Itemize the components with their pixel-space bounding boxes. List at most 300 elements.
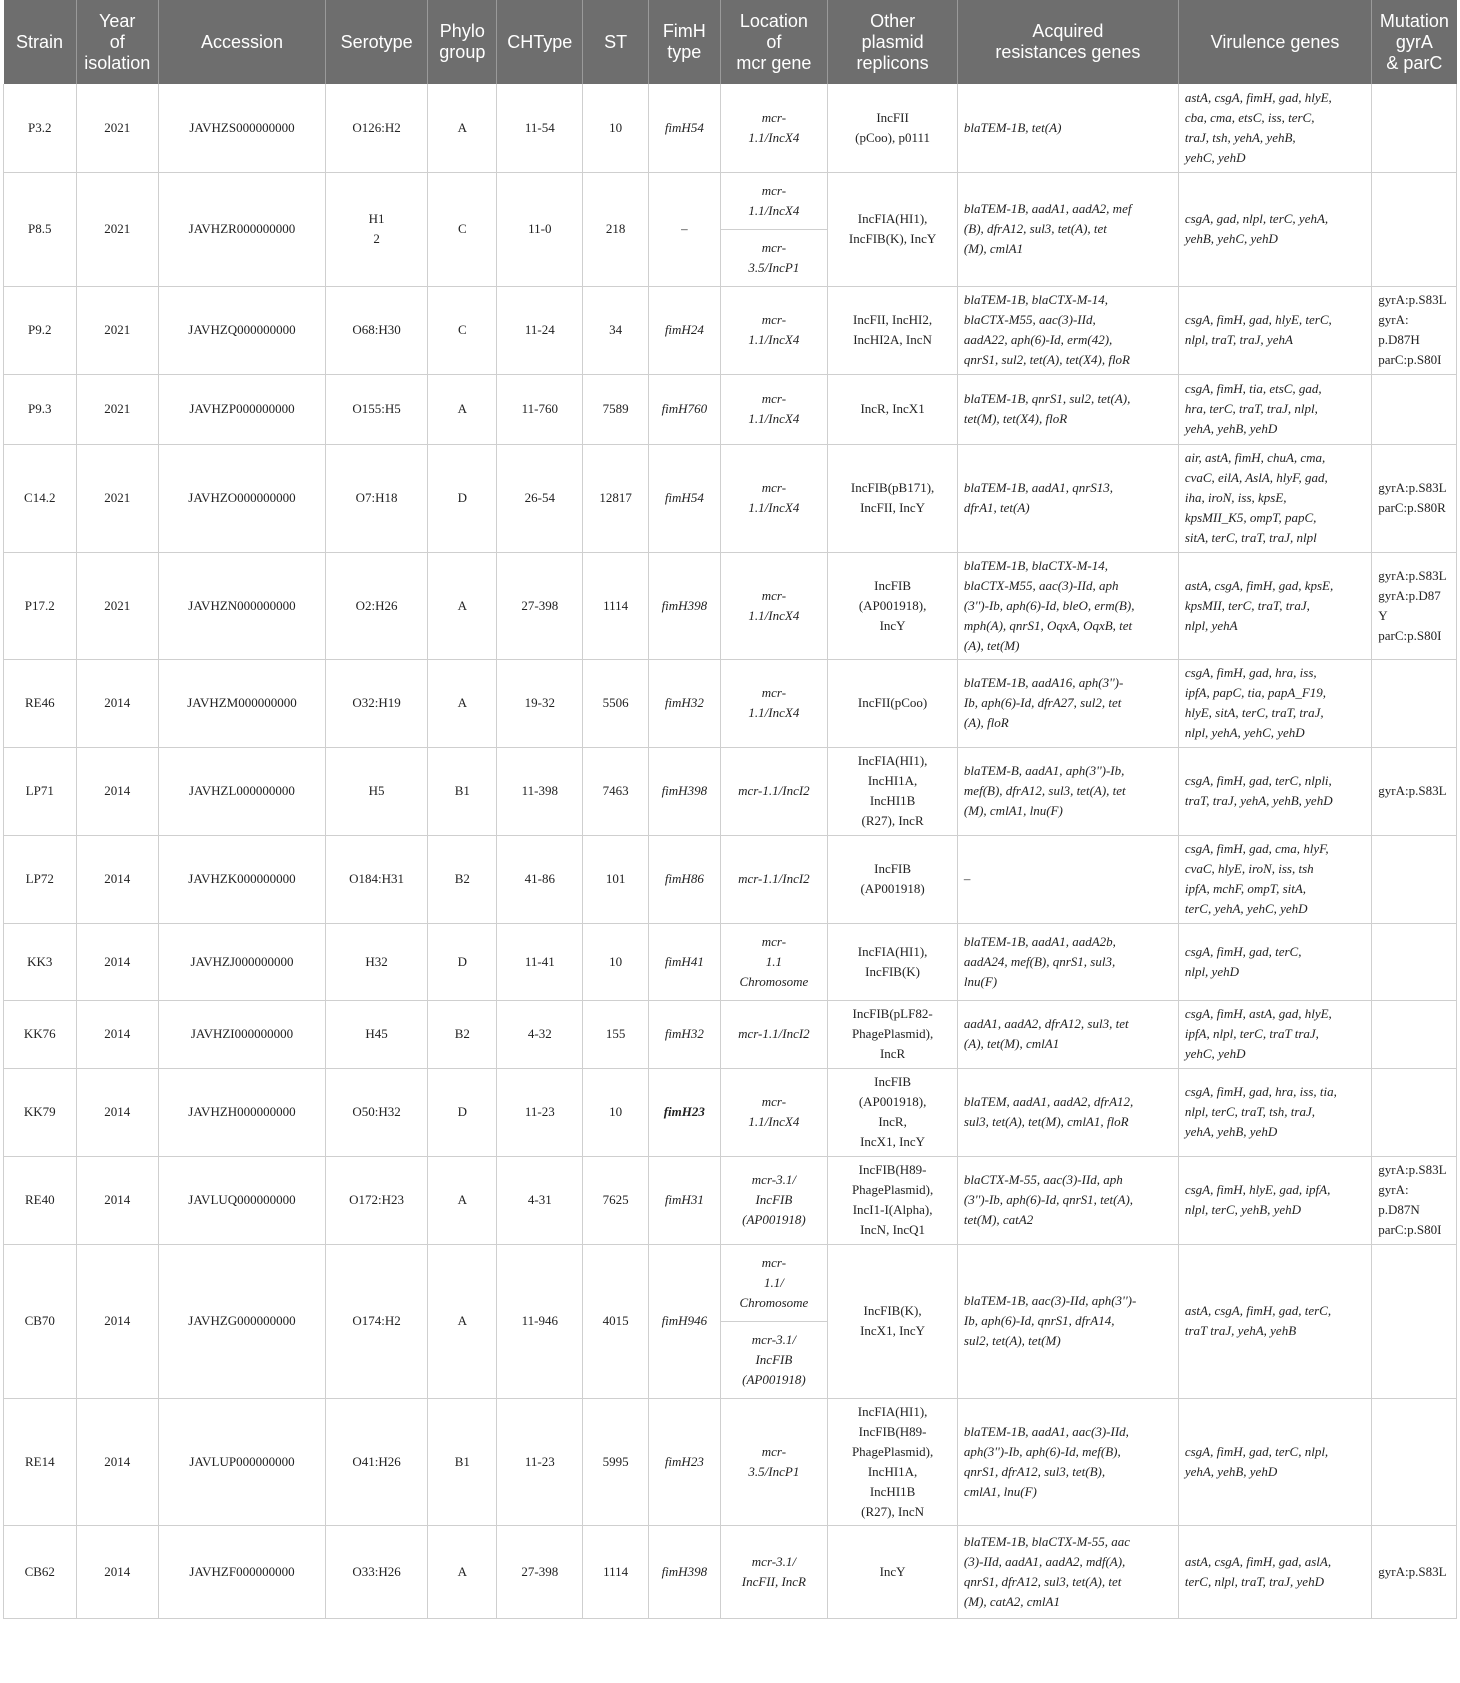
cell-chtype [497,374,583,444]
cell-serotype [326,444,428,552]
cell-fimh [649,1156,720,1244]
column-header-year [76,0,158,84]
mcr-location-text: mcr- 1.1/IncX4 [748,480,800,515]
cell-st-text: 5995 [602,1453,629,1469]
cell-accession [158,747,325,835]
cell-year [76,1244,158,1398]
column-header-label: Phylo group [439,21,486,62]
cell-accession-text: JAVHZO000000000 [188,490,296,505]
cell-virulence-text: csgA, fimH, gad, terC, nlpl, yehD [1184,943,1302,979]
mcr-location-entry [721,302,828,358]
cell-replicons [828,552,958,659]
cell-replicons [828,835,958,923]
cell-year [76,1068,158,1156]
cell-mcr [720,286,828,374]
cell-resistance-text: blaTEM-1B, aadA1, aac(3)-IId, aph(3'')-Ib, aph(6)-Id, mef(B), qnrS1, dfrA12, sul3, tet(B), cmlA1, lnu(F) [963,1423,1129,1499]
cell-strain-text: P17.2 [24,597,55,613]
column-header-mutation [1372,0,1457,84]
cell-accession [158,552,325,659]
mcr-location-text: mcr- 1.1/IncX4 [748,109,800,145]
cell-phylo-text: A [457,695,468,710]
cell-mutation [1372,1525,1457,1618]
mcr-location-entry [721,675,828,731]
cell-chtype-text: 11-0 [528,221,552,236]
cell-st [583,659,649,747]
cell-chtype-text: 11-24 [524,322,555,337]
cell-chtype [497,1398,583,1525]
cell-phylo-text: A [457,1563,468,1579]
cell-serotype-text: O68:H30 [352,322,401,337]
cell-resistance [957,659,1178,747]
mcr-location-text: mcr- 1.1/IncX4 [748,391,800,426]
cell-virulence [1178,1156,1371,1244]
cell-chtype-text: 11-41 [524,953,555,969]
cell-st-text: 7463 [602,783,629,798]
cell-mutation [1372,659,1457,747]
cell-strain-text: C14.2 [24,490,56,505]
column-header-label: Strain [16,31,64,52]
cell-st-text: 12817 [599,490,632,505]
cell-resistance [957,1398,1178,1525]
table-row [4,84,1457,172]
column-header-serotype [326,0,428,84]
cell-strain [4,286,77,374]
cell-virulence [1178,1000,1371,1068]
cell-chtype-text: 27-398 [521,1563,559,1579]
cell-replicons [828,1244,958,1398]
table-row [4,923,1457,1000]
mcr-location-entry [721,1016,828,1052]
cell-virulence [1178,84,1371,172]
column-header-label: Mutation gyrA & parC [1379,10,1449,73]
mcr-location-entry [721,1544,828,1600]
cell-serotype [326,835,428,923]
cell-chtype-text: 4-31 [527,1192,552,1207]
cell-phylo [428,172,497,286]
mcr-location-entry [721,1245,828,1321]
cell-serotype [326,286,428,374]
cell-resistance-text: blaTEM-1B, qnrS1, sul2, tet(A), tet(M), tet(X4), floR [963,391,1131,426]
table-row [4,1398,1457,1525]
cell-accession [158,444,325,552]
cell-phylo [428,835,497,923]
cell-mcr [720,1156,828,1244]
cell-mcr [720,552,828,659]
cell-phylo [428,1244,497,1398]
mcr-location-entry [721,229,828,286]
cell-resistance-text: blaTEM-1B, blaCTX-M-55, aac (3)-IId, aadA1, aadA2, mdf(A), qnrS1, dfrA12, sul3, tet(A), tet (M), catA2, cmlA1 [963,1533,1131,1609]
cell-phylo-text: C [457,322,467,337]
cell-replicons-text: IncFII(pCoo) [857,695,928,710]
cell-virulence-text: csgA, fimH, gad, cma, hlyF, cvaC, hlyE, iroN, iss, tsh ipfA, mchF, ompT, sitA, terC, yehA, yehC, yehD [1184,841,1329,916]
cell-year-text: 2014 [104,1104,131,1119]
cell-mcr [720,84,828,172]
cell-phylo [428,1525,497,1618]
cell-replicons [828,1000,958,1068]
column-header-label: Year of isolation [84,10,151,73]
table-row [4,374,1457,444]
cell-mutation [1372,923,1457,1000]
mcr-location-entry [721,173,828,229]
cell-replicons-text: IncFIB (AP001918) [860,861,925,896]
cell-resistance [957,552,1178,659]
cell-accession [158,84,325,172]
column-header-fimh [649,0,720,84]
cell-replicons-text: IncFIB (AP001918), IncR, IncX1, IncY [858,1074,927,1149]
cell-serotype-text: H1 2 [368,211,385,246]
mcr-location-text: mcr-3.1/ IncFII, IncR [741,1553,806,1589]
cell-accession [158,1068,325,1156]
cell-serotype-text: H5 [368,783,385,798]
cell-replicons [828,923,958,1000]
cell-phylo-text: B1 [454,783,470,798]
cell-year-text: 2014 [104,1026,131,1041]
mcr-location-entry [721,773,828,809]
cell-replicons-text: IncFIA(HI1), IncFIB(K) [857,943,928,979]
cell-year-text: 2021 [104,221,131,236]
cell-fimh [649,747,720,835]
cell-strain [4,84,77,172]
cell-resistance [957,1068,1178,1156]
cell-virulence-text: csgA, fimH, gad, terC, nlpl, yehA, yehB, yehD [1184,1443,1329,1479]
cell-fimh-text: fimH24 [664,322,704,337]
cell-fimh [649,1244,720,1398]
cell-accession-text: JAVHZI000000000 [190,1026,294,1041]
cell-year [76,1156,158,1244]
column-header-label: Accession [200,31,283,52]
cell-serotype [326,374,428,444]
table-row [4,172,1457,286]
cell-chtype [497,1525,583,1618]
cell-resistance [957,1244,1178,1398]
cell-phylo [428,659,497,747]
cell-accession [158,659,325,747]
cell-chtype [497,835,583,923]
cell-resistance-text: blaTEM-B, aadA1, aph(3'')-Ib, mef(B), dfrA12, sul3, tet(A), tet (M), cmlA1, lnu(F) [963,763,1126,818]
cell-replicons [828,1525,958,1618]
cell-strain [4,1068,77,1156]
cell-fimh [649,374,720,444]
cell-phylo-text: A [457,401,468,416]
cell-mcr [720,172,828,286]
cell-accession [158,835,325,923]
cell-year-text: 2021 [104,597,131,613]
cell-fimh [649,1398,720,1525]
cell-phylo-text: C [457,221,467,236]
cell-replicons [828,1156,958,1244]
cell-serotype [326,1244,428,1398]
cell-virulence-text: csgA, fimH, gad, hra, iss, tia, nlpl, terC, traT, tsh, traJ, yehA, yehB, yehD [1184,1084,1337,1139]
cell-strain-text: LP71 [25,783,54,798]
cell-replicons-text: IncFII (pCoo), p0111 [855,109,931,145]
column-header-resistance [957,0,1178,84]
cell-strain-text: RE46 [24,695,55,710]
cell-chtype-text: 41-86 [524,871,555,886]
cell-serotype-text: O126:H2 [352,119,401,135]
cell-fimh [649,1000,720,1068]
cell-resistance-text: blaTEM-1B, tet(A) [963,119,1062,135]
cell-fimh [649,835,720,923]
cell-year [76,172,158,286]
cell-virulence-text: air, astA, fimH, chuA, cma, cvaC, eilA, AslA, hlyF, gad, iha, iroN, iss, kpsE, kpsMII_K5, ompT, papC, sitA, terC, traT, traJ, nlpl [1184,450,1328,545]
cell-accession-text: JAVHZH000000000 [188,1104,296,1119]
cell-replicons [828,374,958,444]
cell-fimh-text: fimH32 [664,1026,704,1041]
table-row [4,286,1457,374]
cell-strain [4,1156,77,1244]
cell-st-text: 218 [605,221,626,236]
cell-strain-text: RE14 [24,1453,55,1469]
cell-year-text: 2014 [104,1563,131,1579]
cell-accession [158,1244,325,1398]
cell-resistance-text: blaTEM-1B, blaCTX-M-14, blaCTX-M55, aac(3)-IId, aph (3'')-Ib, aph(6)-Id, bleO, erm(B), mph(A), qnrS1, OqxA, OqxB, tet (A), tet(M) [963,557,1135,653]
cell-serotype [326,1000,428,1068]
cell-phylo-text: D [457,953,468,969]
cell-resistance [957,84,1178,172]
cell-replicons-text: IncFIB(pB171), IncFII, IncY [850,480,935,515]
cell-mcr [720,835,828,923]
cell-virulence [1178,747,1371,835]
mcr-location-entry [721,381,828,437]
table-row [4,659,1457,747]
cell-year [76,923,158,1000]
cell-phylo-text: A [457,119,468,135]
cell-fimh-text: fimH760 [661,401,708,416]
column-header-label: Acquired resistances genes [995,21,1141,62]
cell-accession-text: JAVHZG000000000 [188,1313,296,1328]
mcr-location-text: mcr- 3.5/IncP1 [748,1443,800,1479]
cell-mcr [720,1525,828,1618]
cell-resistance-text: – [963,871,971,886]
cell-virulence [1178,374,1371,444]
cell-serotype-text: O32:H19 [352,695,401,710]
mcr-location-text: mcr- 1.1 Chromosome [739,933,809,989]
cell-st [583,1068,649,1156]
cell-chtype [497,552,583,659]
cell-mcr [720,374,828,444]
cell-phylo [428,84,497,172]
cell-st [583,1156,649,1244]
cell-serotype [326,552,428,659]
cell-resistance [957,1156,1178,1244]
cell-st [583,923,649,1000]
mcr-location-text: mcr-3.1/ IncFIB (AP001918) [742,1331,806,1387]
cell-year [76,1398,158,1525]
cell-year [76,1525,158,1618]
cell-serotype-text: O155:H5 [352,401,401,416]
cell-mutation-text: gyrA:p.S83L [1378,1563,1447,1579]
cell-phylo [428,1068,497,1156]
cell-fimh-text: fimH398 [661,597,708,613]
cell-virulence-text: csgA, fimH, gad, hlyE, terC, nlpl, traT, traJ, yehA [1184,312,1332,347]
cell-strain [4,1244,77,1398]
cell-accession [158,374,325,444]
cell-fimh [649,84,720,172]
cell-fimh [649,659,720,747]
cell-fimh-text: – [681,221,688,236]
cell-virulence [1178,444,1371,552]
table-row [4,835,1457,923]
cell-mutation [1372,1068,1457,1156]
cell-replicons [828,1068,958,1156]
cell-replicons-text: IncFIB(K), IncX1, IncY [860,1303,926,1338]
cell-fimh-text: fimH398 [661,1563,708,1579]
cell-accession [158,923,325,1000]
cell-chtype-text: 11-946 [521,1313,558,1328]
cell-serotype [326,747,428,835]
cell-accession-text: JAVHZL000000000 [189,783,295,798]
table-header-row [4,0,1457,84]
cell-virulence [1178,1244,1371,1398]
cell-serotype-text: O50:H32 [352,1104,401,1119]
cell-strain-text: P8.5 [28,221,52,236]
cell-strain [4,172,77,286]
cell-mutation [1372,1156,1457,1244]
cell-strain-text: KK79 [23,1104,56,1119]
column-header-st [583,0,649,84]
cell-year-text: 2021 [104,119,131,135]
cell-year-text: 2014 [104,871,131,886]
cell-phylo-text: D [457,1104,468,1119]
table-row [4,1525,1457,1618]
cell-st [583,747,649,835]
table-row [4,444,1457,552]
cell-chtype-text: 11-54 [524,119,555,135]
cell-strain [4,1398,77,1525]
mcr-location-entry [721,470,828,526]
cell-strain-text: RE40 [24,1192,55,1207]
cell-virulence-text: csgA, fimH, astA, gad, hlyE, ipfA, nlpl, terC, traT traJ, yehC, yehD [1184,1006,1332,1061]
cell-resistance-text: blaTEM-1B, blaCTX-M-14, blaCTX-M55, aac(3)-IId, aadA22, aph(6)-Id, erm(42), qnrS1, sul2, tet(A), tet(X4), floR [963,292,1131,367]
column-header-label: Other plasmid replicons [856,10,929,73]
cell-fimh-text: fimH54 [664,119,704,135]
table-row [4,747,1457,835]
column-header-chtype [497,0,583,84]
cell-st-text: 34 [609,322,623,337]
column-header-location [720,0,828,84]
column-header-phylo [428,0,497,84]
mcr-location-text: mcr- 1.1/IncX4 [748,685,800,720]
cell-phylo [428,374,497,444]
cell-year-text: 2014 [104,953,131,969]
cell-virulence [1178,1398,1371,1525]
cell-resistance [957,444,1178,552]
cell-accession-text: JAVHZM000000000 [187,695,297,710]
cell-chtype [497,1156,583,1244]
cell-strain [4,747,77,835]
cell-mutation [1372,835,1457,923]
cell-fimh [649,444,720,552]
cell-resistance-text: blaTEM-1B, aadA1, aadA2, mef (B), dfrA12, sul3, tet(A), tet (M), cmlA1 [963,201,1132,256]
cell-virulence [1178,659,1371,747]
cell-serotype [326,1398,428,1525]
cell-mutation [1372,286,1457,374]
cell-resistance-text: blaTEM-1B, aadA16, aph(3'')- Ib, aph(6)-Id, dfrA27, sul2, tet (A), floR [963,675,1124,730]
cell-mcr [720,1398,828,1525]
cell-serotype-text: H45 [365,1026,388,1041]
cell-st [583,1398,649,1525]
cell-accession-text: JAVHZJ000000000 [190,953,294,969]
cell-accession [158,172,325,286]
cell-fimh-text: fimH23 [664,1453,704,1469]
mcr-location-text: mcr- 1.1/IncX4 [748,182,800,218]
table-row [4,552,1457,659]
cell-phylo-text: B1 [454,1453,470,1469]
cell-st [583,835,649,923]
cell-chtype [497,923,583,1000]
cell-replicons-text: IncR, IncX1 [860,401,925,416]
cell-replicons [828,1398,958,1525]
column-header-label: ST [604,31,628,52]
cell-phylo [428,923,497,1000]
cell-replicons-text: IncFIA(HI1), IncHI1A, IncHI1B (R27), IncR [857,753,928,828]
cell-mutation [1372,1000,1457,1068]
cell-phylo [428,552,497,659]
cell-strain [4,552,77,659]
cell-chtype [497,84,583,172]
strain-table [3,0,1457,1619]
cell-year [76,659,158,747]
cell-replicons-text: IncFII, IncHI2, IncHI2A, IncN [853,312,933,347]
cell-strain-text: LP72 [25,871,54,886]
cell-virulence [1178,1525,1371,1618]
cell-replicons [828,172,958,286]
cell-mcr [720,1000,828,1068]
cell-st-text: 10 [609,953,623,969]
mcr-location-text: mcr- 1.1/IncX4 [748,1094,800,1129]
cell-st-text: 10 [609,1104,623,1119]
cell-accession [158,1156,325,1244]
cell-chtype-text: 11-23 [524,1104,555,1119]
mcr-location-text: mcr-1.1/IncI2 [738,871,810,886]
cell-replicons-text: IncY [879,1563,906,1579]
cell-virulence [1178,923,1371,1000]
cell-accession [158,286,325,374]
cell-mutation [1372,552,1457,659]
cell-strain-text: KK76 [23,1026,56,1041]
cell-serotype-text: O33:H26 [352,1563,401,1579]
cell-year-text: 2014 [104,1192,131,1207]
cell-virulence-text: csgA, fimH, gad, hra, iss, ipfA, papC, tia, papA_F19, hlyE, sitA, terC, traT, traJ, nlpl, yehA, yehC, yehD [1184,665,1327,740]
cell-chtype-text: 4-32 [527,1026,552,1041]
cell-resistance [957,1525,1178,1618]
mcr-location-entry [721,1162,828,1238]
cell-mutation [1372,1244,1457,1398]
column-header-label: Virulence genes [1210,31,1340,52]
cell-fimh-text: fimH398 [661,783,708,798]
cell-phylo [428,1398,497,1525]
cell-resistance-text: blaTEM, aadA1, aadA2, dfrA12, sul3, tet(A), tet(M), cmlA1, floR [963,1094,1134,1129]
column-header-virulence [1178,0,1371,84]
cell-year [76,1000,158,1068]
cell-st [583,172,649,286]
cell-mutation [1372,172,1457,286]
cell-st [583,374,649,444]
cell-serotype-text: O41:H26 [352,1453,401,1469]
cell-year [76,374,158,444]
cell-year [76,84,158,172]
cell-strain-text: KK3 [27,953,53,969]
table-row [4,1000,1457,1068]
table-row [4,1156,1457,1244]
cell-virulence-text: csgA, fimH, hlyE, gad, ipfA, nlpl, terC, yehB, yehD [1184,1182,1331,1217]
cell-st-text: 7625 [602,1192,629,1207]
cell-resistance [957,286,1178,374]
cell-accession [158,1525,325,1618]
cell-st-text: 101 [605,871,626,886]
mcr-location-text: mcr- 1.1/ Chromosome [739,1254,809,1310]
cell-fimh-text: fimH31 [664,1192,704,1207]
